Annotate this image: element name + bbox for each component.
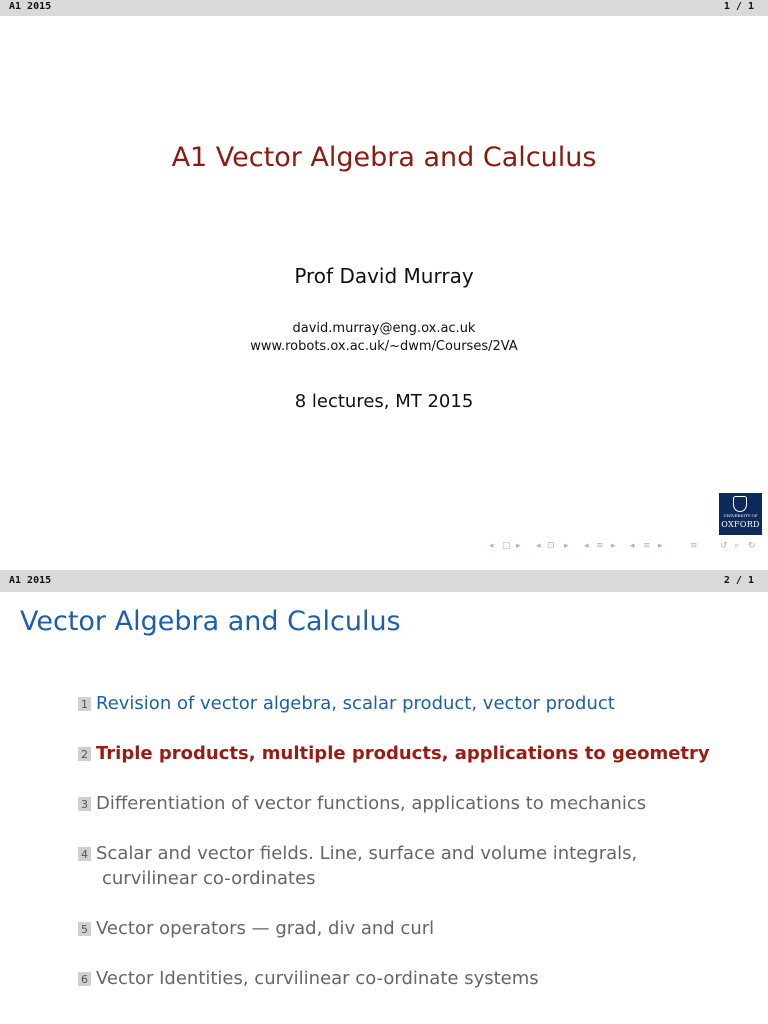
nav-next-icon[interactable]: ▸ [564,541,569,551]
header-page-number: 1 / 1 [723,1,754,12]
item-text: Vector Identities, curvilinear co-ordinate systems [96,968,539,989]
item-text: Vector operators — grad, div and curl [96,918,435,939]
redo-icon[interactable]: ↻ [748,541,756,551]
toc-item[interactable] [78,741,710,766]
item-number-badge: 3 [78,797,91,811]
nav-prev-icon[interactable]: ◂ [536,541,541,551]
slide-header [0,0,768,16]
beamer-navigation-bar [480,541,764,555]
author-email: david.murray@eng.ox.ac.uk [292,321,476,336]
nav-next-icon[interactable]: ▸ [658,541,663,551]
item-number-badge: 1 [78,697,91,711]
presentation-title: A1 Vector Algebra and Calculus [171,142,597,173]
item-text-continuation: curvilinear co-ordinates [102,868,316,889]
item-number-badge: 2 [78,747,91,761]
toc-item[interactable] [78,691,615,716]
toc-item[interactable] [78,916,434,941]
toc-item[interactable] [78,841,637,891]
slide-header [0,570,768,592]
item-number-badge: 5 [78,922,91,936]
item-text: Revision of vector algebra, scalar product, vector product [96,693,615,714]
item-number-badge: 6 [78,972,91,986]
nav-next-icon[interactable]: ▸ [611,541,616,551]
nav-prev-icon[interactable]: ◂ [489,541,494,551]
course-url: www.robots.ox.ac.uk/~dwm/Courses/2VA [250,339,518,354]
logo-oxford-text: OXFORD [721,520,760,529]
item-number-badge: 4 [78,847,91,861]
undo-icon[interactable]: ↺ [720,541,728,551]
toc-item[interactable] [78,791,646,816]
logo-university-text: UNIVERSITY OF [723,513,758,518]
item-text: Triple products, multiple products, applications to geometry [96,743,710,764]
nav-prev-icon[interactable]: ◂ [584,541,589,551]
outline-slide [0,562,768,1024]
author-name: Prof David Murray [294,264,474,288]
nav-frame-icon[interactable]: □ [502,541,511,551]
header-left-label: A1 2015 [9,575,52,586]
nav-prev-icon[interactable]: ◂ [630,541,635,551]
nav-section-icon[interactable]: ≡ [643,541,651,551]
nav-next-icon[interactable]: ▸ [516,541,521,551]
search-icon[interactable]: ⌕ [734,541,740,551]
header-left-label: A1 2015 [9,1,52,12]
crest-icon [733,496,747,512]
nav-section-icon[interactable]: ≡ [596,541,604,551]
lecture-date: 8 lectures, MT 2015 [294,391,474,412]
toc-item[interactable] [78,966,539,991]
item-text: Scalar and vector fields. Line, surface and volume integrals, [96,843,638,864]
header-page-number: 2 / 1 [723,575,754,586]
slide-title: Vector Algebra and Calculus [20,606,401,637]
item-text: Differentiation of vector functions, applications to mechanics [96,793,647,814]
oxford-logo [719,493,762,535]
nav-toc-icon[interactable]: ≡ [690,541,698,551]
nav-subsection-icon[interactable]: ⊡ [547,541,555,551]
